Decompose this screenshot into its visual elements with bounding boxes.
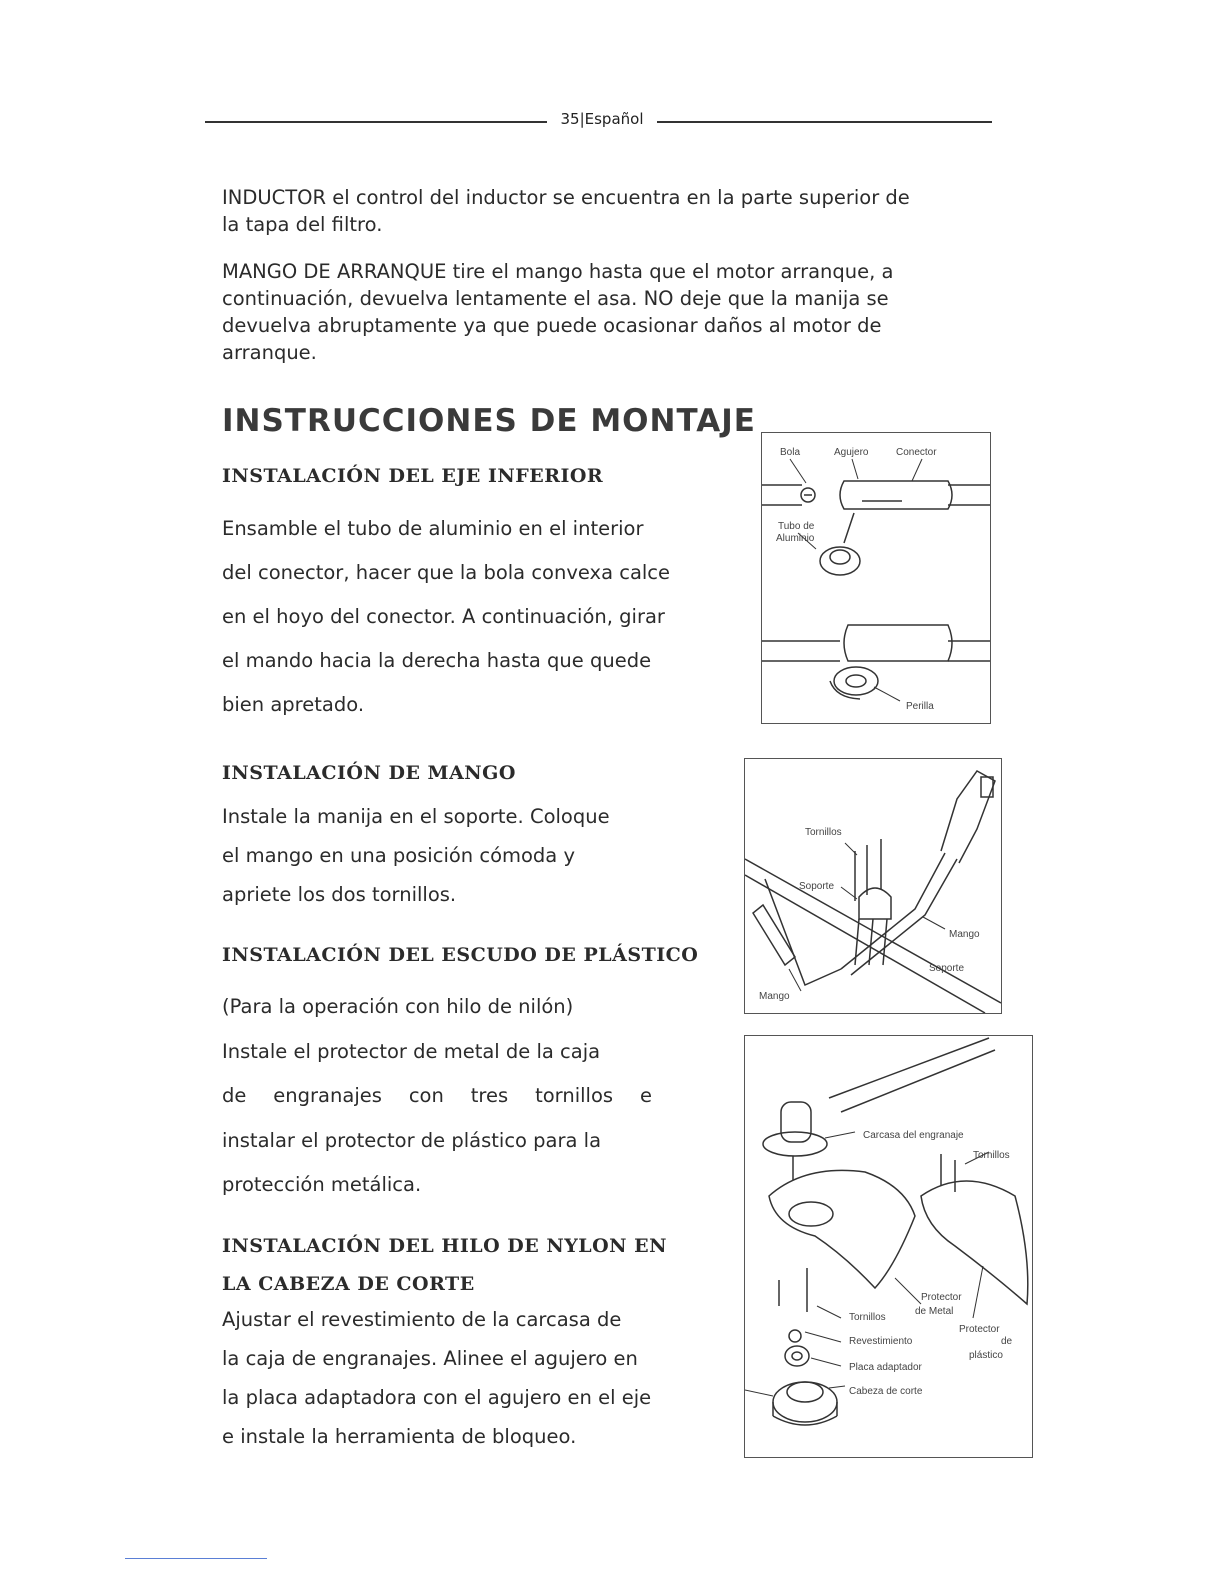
intro-line: continuación, devuelva lentamente el asa. NO deje que la manija se [222, 287, 889, 310]
text-line: en el hoyo del conector. A continuación, girar [222, 605, 665, 628]
page-number-label: 35|Español [547, 110, 657, 128]
main-title: INSTRUCCIONES DE MONTAJE [222, 403, 756, 439]
label-protector-metal-2: de Metal [915, 1306, 954, 1317]
label-protector-plastico-1: Protector [959, 1324, 1000, 1335]
label-cabeza: Cabeza de corte [849, 1386, 923, 1397]
label-perilla: Perilla [906, 701, 934, 712]
label-placa: Placa adaptador [849, 1362, 922, 1373]
text-line: Ajustar el revestimiento de la carcasa de [222, 1308, 622, 1331]
label-aluminio: Aluminio [776, 533, 815, 544]
label-tornillos-top: Tornillos [973, 1150, 1010, 1161]
section-nylon-line-text [222, 1300, 702, 1456]
text-line: Ensamble el tubo de aluminio en el interior [222, 517, 644, 540]
figure-shields-cutting-head [744, 1035, 1033, 1458]
text-line: Instale la manija en el soporte. Coloque [222, 805, 610, 828]
text-line: bien apretado. [222, 693, 365, 716]
label-agujero: Agujero [834, 447, 869, 458]
text-line: del conector, hacer que la bola convexa calce [222, 561, 671, 584]
section-title-line: INSTALACIÓN DEL HILO DE NYLON EN [222, 1235, 668, 1257]
label-mango-left: Mango [759, 991, 790, 1002]
label-mango-right: Mango [949, 929, 980, 940]
section-title-plastic-shield: INSTALACIÓN DEL ESCUDO DE PLÁSTICO [222, 944, 699, 966]
handle-diagram [745, 759, 1001, 1013]
intro-line: arranque. [222, 341, 317, 364]
intro-line: devuelva abruptamente ya que puede ocasionar daños al motor de [222, 314, 882, 337]
header-rule-left [205, 121, 547, 123]
label-bola: Bola [780, 447, 801, 458]
text-line: de engranajes con tres tornillos e [222, 1084, 652, 1107]
label-protector-metal-1: Protector [921, 1292, 962, 1303]
intro-line: MANGO DE ARRANQUE tire el mango hasta que el motor arranque, a [222, 260, 894, 283]
intro-paragraph-2 [222, 258, 1002, 366]
section-lower-shaft-text [222, 507, 702, 727]
figure-handle [744, 758, 1002, 1014]
label-carcasa: Carcasa del engranaje [863, 1130, 964, 1141]
lower-shaft-diagram [762, 433, 990, 723]
label-protector-plastico-3: plástico [969, 1350, 1003, 1361]
header-rule-right [657, 121, 992, 123]
text-line: Instale el protector de metal de la caja [222, 1039, 601, 1063]
text-line: e instale la herramienta de bloqueo. [222, 1425, 577, 1448]
label-tornillos: Tornillos [805, 827, 842, 838]
text-line: protección metálica. [222, 1173, 422, 1196]
section-title-handle: INSTALACIÓN DE MANGO [222, 762, 516, 784]
shields-diagram [745, 1036, 1032, 1457]
text-line: la caja de engranajes. Alinee el agujero en [222, 1347, 638, 1370]
section-title-line: LA CABEZA DE CORTE [222, 1273, 475, 1295]
label-conector: Conector [896, 447, 937, 458]
text-line: el mango en una posición cómoda y [222, 844, 575, 867]
label-soporte-2: Soporte [929, 963, 965, 974]
label-revestimiento: Revestimiento [849, 1336, 913, 1347]
text-line: (Para la operación con hilo de nilón) [222, 995, 574, 1018]
intro-paragraph-1 [222, 184, 1002, 238]
intro-line: la tapa del filtro. [222, 213, 383, 236]
section-title-nylon-line [222, 1227, 667, 1303]
label-soporte: Soporte [799, 881, 835, 892]
text-line: apriete los dos tornillos. [222, 883, 457, 906]
text-line: la placa adaptadora con el agujero en el eje [222, 1386, 652, 1409]
footer-rule [125, 1558, 267, 1559]
label-tubo: Tubo de [778, 521, 815, 532]
figure-lower-shaft [761, 432, 991, 724]
section-plastic-shield-text [222, 985, 652, 1208]
text-line: instalar el protector de plástico para la [222, 1128, 602, 1152]
label-protector-plastico-2: de [1001, 1336, 1013, 1347]
section-handle-text [222, 797, 702, 914]
section-title-lower-shaft: INSTALACIÓN DEL EJE INFERIOR [222, 465, 604, 487]
label-tornillos: Tornillos [849, 1312, 886, 1323]
text-line: el mando hacia la derecha hasta que quede [222, 649, 652, 672]
intro-line: INDUCTOR el control del inductor se encuentra en la parte superior de [222, 186, 910, 209]
